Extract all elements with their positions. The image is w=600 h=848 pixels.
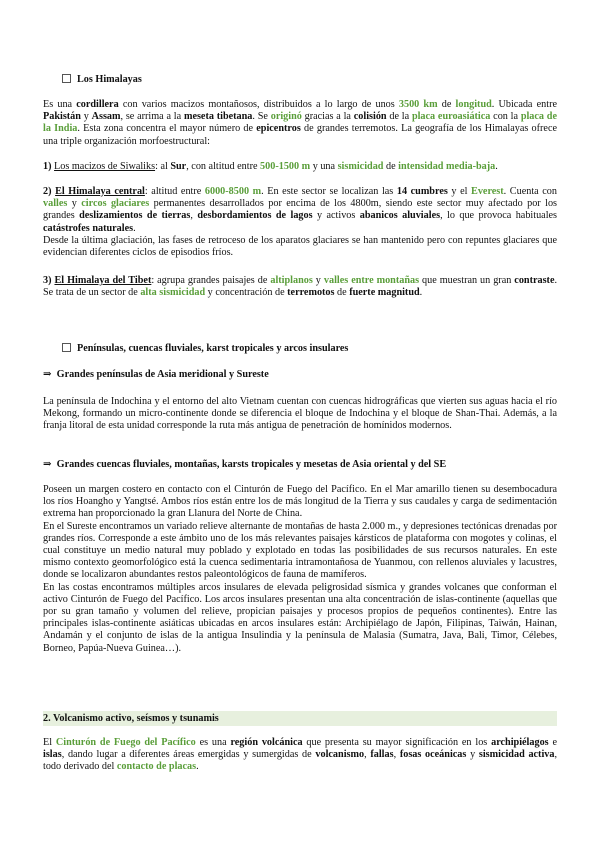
arrow-right-icon: ⇒ — [43, 369, 52, 380]
siwaliks-paragraph: 1) Los macizos de Siwaliks: al Sur, con altitud entre 500-1500 m y una sismicidad de intensidad media-baja. — [43, 161, 498, 172]
himalaya-tibet-paragraph: 3) El Himalaya del Tibet: agrupa grandes paisajes de altiplanos y valles entre montañas que muestran un gran contraste. Se trata de un sector de alta sismicidad y concentración de terremotos de fuerte magnitud. — [43, 275, 558, 299]
himalaya-central-paragraph: 2) El Himalaya central: altitud entre 6000-8500 m. En este sector se localizan las 14 cumbres y el Everest. Cuenta con valles y circos glaciares permanentes desarrollados por encima de los 4800m, siendo este sector muy afectado por los grandes deslizamientos de tierras, desbordamientos de lagos y activos abanicos aluviales, lo que provoca habituales catástrofes naturales. Desde la última glaciación, las fases de retroceso de los aparatos glaciares se han mantenido pero con repuntes glaciares que evidencian diferentes ciclos de episodios fríos. — [43, 186, 558, 259]
east-asia-paragraphs — [43, 484, 557, 655]
hoangho-paragraph: Poseen un margen costero en contacto con el Cinturón de Fuego del Pacífico. En el Mar amarillo tienen su desembocadura los ríos Hoangho y Yangtsé. Ambos ríos están entre los de más longitud de la Tierra y sus caudales y carga de sedimentación extrema han proporcionado la gran Llanura del Norte de China. — [43, 484, 557, 520]
arrow-right-icon: ⇒ — [43, 459, 52, 470]
checkbox-icon — [62, 343, 71, 352]
checkbox-icon — [62, 74, 71, 83]
section-volcanismo-heading: 2. Volcanismo activo, seísmos y tsunamis — [43, 711, 557, 726]
cinturon-fuego-paragraph: El Cinturón de Fuego del Pacífico es una región volcánica que presenta su mayor significación en los archipiélagos e islas, dando lugar a diferentes áreas emergidas y sumergidas de volcanismo, fallas, fosas oceánicas y sismicidad activa, todo derivado del contacto de placas. — [43, 737, 558, 773]
section-himalayas-heading: Los Himalayas — [62, 74, 142, 85]
himalayas-intro-paragraph: Es una cordillera con varios macizos montañosos, distribuidos a lo largo de unos 3500 km de longitud. Ubicada entre Pakistán y Assam, se arrima a la meseta tibetana. Se originó gracias a la colisión de la placa euroasiática con la placa de la India. Esta zona concentra el mayor número de epicentros de grandes terremotos. La geografía de los Himalayas ofrece una triple organización morfoestructural: — [43, 99, 557, 147]
arcos-insulares-paragraph: En las costas encontramos múltiples arcos insulares de elevada peligrosidad sísmica y grandes volcanes que conforman el activo Cinturón de Fuego del Pacífico. Los arcos insulares presentan una alta concentración de islas-continente (aquellas que por su gran tamaño y volumen del relieve, propician paisajes y procesos propios de pequeños continentes). Entre las principales islas-continente asiáticas ubicadas en arcos insulares están: Archipiélago de Japón, Filipinas, Taiwán, Hainan, Andamán y el conjunto de islas de la antigua Insulindia y la península de Malasia (Sumatra, Java, Bali, Timor, Célebes, Borneo, Papúa-Nueva Guinea…). — [43, 581, 557, 654]
indochina-paragraph: La península de Indochina y el entorno del alto Vietnam cuentan con cuencas hidrográficas que vierten sus aguas hacia el río Mekong, formando un micro-continente donde se diferencia el bloque de Indochina y el bloque de Shan-Thai. Además, a la franja litoral de esta unidad corresponde la ruta más antigua de penetración de homínidos modernos. — [43, 396, 557, 432]
subheading-cuencas: ⇒ Grandes cuencas fluviales, montañas, karsts tropicales y mesetas de Asia oriental y del SE — [43, 459, 447, 470]
subheading-peninsulas: ⇒ Grandes penínsulas de Asia meridional y Sureste — [43, 369, 269, 380]
section-peninsulas-heading: Penínsulas, cuencas fluviales, karst tropicales y arcos insulares — [62, 343, 348, 354]
sureste-paragraph: En el Sureste encontramos un variado relieve alternante de montañas de hasta 2.000 m., y depresiones tectónicas drenadas por grandes ríos. Corresponde a este ámbito uno de los más relevantes paisajes kársticos de plataforma con mogotes y colinas, el cual constituye un medio natural muy poblado y explotado en todas las posibilidades de sus recursos naturales. En este mismo contexto geomorfológico está la cuenca sedimentaria intramontañosa de Yuanmou, con rellenos aluviales y lacustres, donde se localizaron abundantes restos paleontológicos de fauna de mamíferos. — [43, 520, 558, 581]
